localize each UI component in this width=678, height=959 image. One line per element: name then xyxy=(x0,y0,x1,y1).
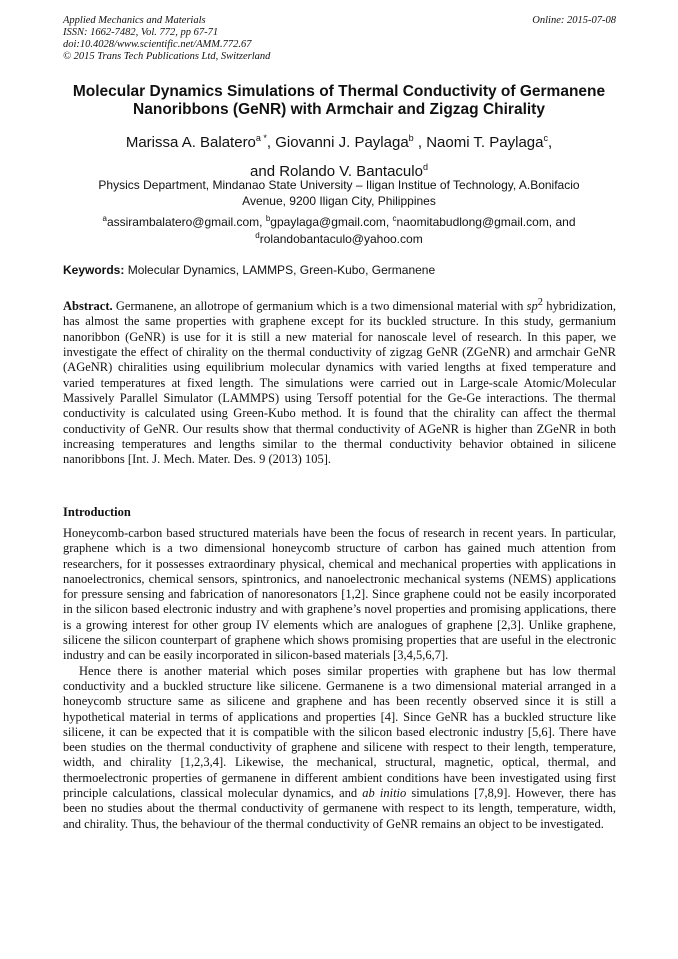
author-marker: c xyxy=(543,133,548,143)
running-header xyxy=(63,15,616,63)
section-heading-introduction: Introduction xyxy=(63,505,131,519)
author-emails xyxy=(80,212,598,246)
introduction-body xyxy=(63,526,616,832)
online-date: Online: 2015-07-08 xyxy=(532,15,616,26)
abstract-label: Abstract. xyxy=(63,299,113,314)
keywords-label: Keywords: xyxy=(63,263,125,277)
email-text: gpaylaga@gmail.com, xyxy=(270,215,393,229)
keywords xyxy=(63,262,616,278)
abstract-sp-superscript: 2 xyxy=(537,297,543,308)
doi-line: doi:10.4028/www.scientific.net/AMM.772.67 xyxy=(63,39,252,50)
copyright-line: © 2015 Trans Tech Publications Ltd, Switzerland xyxy=(63,51,271,62)
email-text: naomitabudlong@gmail.com, and xyxy=(396,215,576,229)
author-name: and Rolando V. Bantaculo xyxy=(250,163,423,180)
author-name: , Giovanni J. Paylaga xyxy=(266,134,409,151)
abstract xyxy=(63,295,616,467)
affiliation: Physics Department, Mindanao State University – Iligan Institue of Technology, A.Bonifacio Avenue, 9200 Iligan City, Philippines xyxy=(98,178,580,208)
paragraph-italic: ab initio xyxy=(362,786,407,801)
abstract-text: Germanene, an allotrope of germanium which is a two dimensional material with xyxy=(112,299,527,314)
author-name: , Naomi T. Paylaga xyxy=(413,134,544,151)
author-marker: d xyxy=(422,162,428,172)
author-name: Marissa A. Balatero xyxy=(125,134,256,151)
abstract-sp: sp xyxy=(526,299,538,314)
author-separator: , xyxy=(547,134,553,151)
author-line-1 xyxy=(40,126,638,155)
journal-name: Applied Mechanics and Materials xyxy=(63,15,206,26)
paragraph: Honeycomb-carbon based structured materials have been the focus of research in recent years. In particular, graphene which is a two dimensional honeycomb structure of carbon has gained much attention from researchers, for it possesses extraordinary physical, chemical and mechanical properties with applications in nanoelectronics, chemical sensors, spintronics, and nanoelectronic mechanical systems (NEMS) applications for pressure sensing and fabrication of nanoresonators [1,2]. Since graphene could not be easily incorporated in the silicon based electronic industry and with graphene’s novel properties and promising applications, there is a growing interest for other group IV elements which are analogues of graphene [2,3]. Unlike graphene, silicene the silicon counterpart of graphene which shows promising properties that are useful in the electronic industry and can be easily incorporated in silicon-based materials [3,4,5,6,7]. xyxy=(63,526,616,663)
paragraph-text: simulations [7,8,9]. However, there has been no studies about the thermal conductivity of germanene with respect to its length, temperature, width, and chirality. Thus, the behaviour of the thermal conductivity of GeNR remains an object to be investigated. xyxy=(63,786,616,831)
email-marker: d xyxy=(255,231,260,240)
paper-title: Molecular Dynamics Simulations of Thermal Conductivity of Germanene Nanoribbons (GeNR) with Armchair and Zigzag Chirality xyxy=(72,83,606,118)
paragraph xyxy=(63,664,616,832)
email-marker: a xyxy=(102,214,107,223)
abstract-text: hybridization, has almost the same properties with graphene except for its buckled structure. In this study, germanium nanoribbon (GeNR) is use for it is still a new material for nanoscale level of research. In this paper, we investigate the effect of chirality on the thermal conductivity of zigzag GeNR (ZGeNR) and armchair GeNR (AGeNR) chiralities using equilibrium molecular dynamics with varied lengths at fixed temperature and varied temperatures at fixed length. The simulations were carried out in Large-scale Atomic/Molecular Massively Parallel Simulator (LAMMPS) using Tersoff potential for the Ge-Ge interactions. The thermal conductivity is calculated using Green-Kubo method. It is found that the chirality can affect the thermal conductivity of GeNR. Our results show that thermal conductivity of AGeNR is higher than ZGeNR in both increasing temperatures and lengths similar to the thermal conductivity behavior obtained in silicene nanoribbons [Int. J. Mech. Mater. Des. 9 (2013) 105]. xyxy=(63,299,616,467)
email-marker: b xyxy=(265,214,271,223)
author-marker: b xyxy=(408,133,414,143)
email-marker: c xyxy=(392,214,397,223)
keywords-text: Molecular Dynamics, LAMMPS, Green-Kubo, Germanene xyxy=(124,263,436,277)
email-text: rolandobantaculo@yahoo.com xyxy=(259,232,423,246)
author-marker: a * xyxy=(255,133,267,143)
author-list xyxy=(40,126,638,184)
paragraph-text: Hence there is another material which poses similar properties with graphene but has low thermal conductivity and a buckled structure like silicene. Germanene is a two dimensional material arranged in a honeycomb structure same as silicene and graphene and has been recently observed since it is still a hypothetical material in terms of applications and properties [4]. Since GeNR has a buckled structure like silicene, it can be expected that it is compatible with the silicon based electronic industry [5,6]. There have been studies on the thermal conductivity of graphene and silicene with respect to their length, temperature, width, and chirality [1,2,3,4]. Likewise, the mechanical, structural, magnetic, optical, thermal, and thermoelectronic properties of germanene in different ambient conditions have been investigated using first principle calculations, classical molecular dynamics, and xyxy=(63,663,616,801)
issn-line: ISSN: 1662-7482, Vol. 772, pp 67-71 xyxy=(63,27,219,38)
email-text: assirambalatero@gmail.com, xyxy=(106,215,266,229)
